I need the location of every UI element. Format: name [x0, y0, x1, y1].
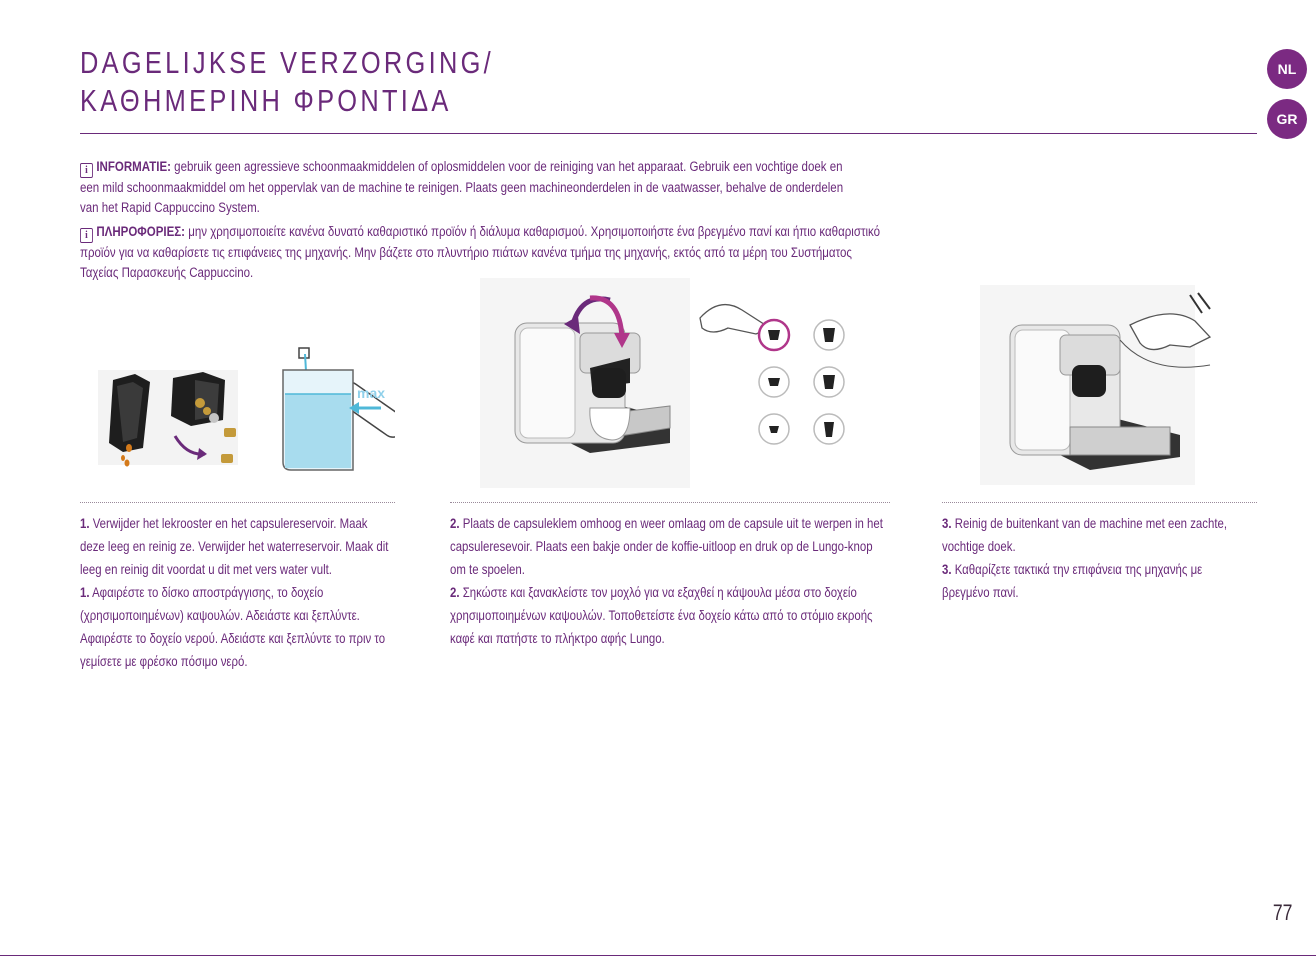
step-2 — [450, 512, 891, 650]
page-number: 77 — [1272, 900, 1292, 925]
figure-drip-tray-water-tank — [95, 298, 395, 483]
hand-icon — [1130, 314, 1210, 350]
separator-step-3 — [942, 502, 1257, 503]
figure-clean-exterior — [980, 285, 1220, 485]
step-text-greek: 1. Αφαιρέστε το δίσκο αποστράγγισης, το δοχείο (χρησιμοποιημένων) καψουλών. Αδειάστε και ξεπλύντε. Αφαιρέστε το δοχείο νερού. Αδειάστε και ξεπλύντε το πριν το γεμίσετε με φρέσκο πόσιμο νερό. — [80, 585, 386, 669]
title-divider — [80, 133, 1257, 134]
step-text-greek: 3. Καθαρίζετε τακτικά την επιφάνεια της μηχανής με βρεγμένο πανί. — [942, 562, 1203, 600]
language-badge-nl[interactable]: NL — [1267, 49, 1307, 89]
language-badge-gr[interactable]: GR — [1267, 99, 1307, 139]
info-text: μην χρησιμοποιείτε κανένα δυνατό καθαριστικό προϊόν ή διάλυμα καθαρισμού. Χρησιμοποιήστε ένα βρεγμένο πανί και ήπιο καθαριστικό προϊόν για να καθαρίσετε τις επιφάνειες της μηχανής. Μην βάζετε στο πλυντήριο πιάτων κανένα τμήμα της μηχανής, εκτός από τα μέρη του Συστήματος Ταχείας Παρασκευής Cappuccino. — [80, 224, 881, 280]
step-3 — [942, 512, 1249, 604]
title-dutch: DAGELIJKSE VERZORGING/ — [80, 45, 494, 80]
figure-eject-capsule — [480, 278, 860, 488]
step-text-dutch: 3. Reinig de buitenkant van de machine met een zachte, vochtige doek. — [942, 516, 1228, 554]
separator-step-1 — [80, 502, 395, 503]
info-note-dutch — [80, 157, 854, 218]
step-1 — [80, 512, 389, 673]
info-text: gebruik geen agressieve schoonmaakmiddelen of oplosmiddelen voor de reiniging van het apparaat. Gebruik een vochtige doek en een mild schoonmaakmiddel om het oppervlak van de machine te reinigen. Plaats geen machineonderdelen in de vaatwasser, behalve de onderdelen van het Rapid Cappuccino System. — [80, 159, 844, 215]
step-text-greek: 2. Σηκώστε και ξανακλείστε τον μοχλό για να εξαχθεί η κάψουλα μέσα στο δοχείο χρησιμοποιημένων καψουλών. Τοποθετείστε ένα δοχείο κάτω από το στόμιο εκροής καφέ και πατήστε το πλήκτρο αφής Lungo. — [450, 585, 873, 646]
step-text-dutch: 1. Verwijder het lekrooster en het capsulereservoir. Maak deze leeg en reinig ze. Verwijder het waterreservoir. Maak dit leeg en reinig dit voordat u dit met vers water vult. — [80, 516, 389, 577]
max-label: max — [357, 385, 386, 401]
info-note-greek — [80, 222, 888, 283]
water-tank — [283, 370, 353, 470]
coffee-buttons — [759, 320, 844, 444]
info-lead: INFORMATIE: — [96, 159, 171, 174]
separator-step-2 — [450, 502, 890, 503]
step-text-dutch: 2. Plaats de capsuleklem omhoog en weer omlaag om de capsule uit te werpen in het capsuleresevoir. Plaats een bakje onder de koffie-uitloop en druk op de Lungo-knop om te spoelen. — [450, 516, 883, 577]
info-icon: i — [80, 228, 93, 243]
page-title — [80, 44, 585, 120]
info-icon: i — [80, 163, 93, 178]
title-greek: ΚΑΘΗΜΕΡΙΝΗ ΦΡΟΝΤΙΔΑ — [80, 83, 452, 118]
info-lead: ΠΛΗΡΟΦΟΡΙΕΣ: — [96, 224, 186, 239]
bottom-divider — [0, 955, 1316, 956]
